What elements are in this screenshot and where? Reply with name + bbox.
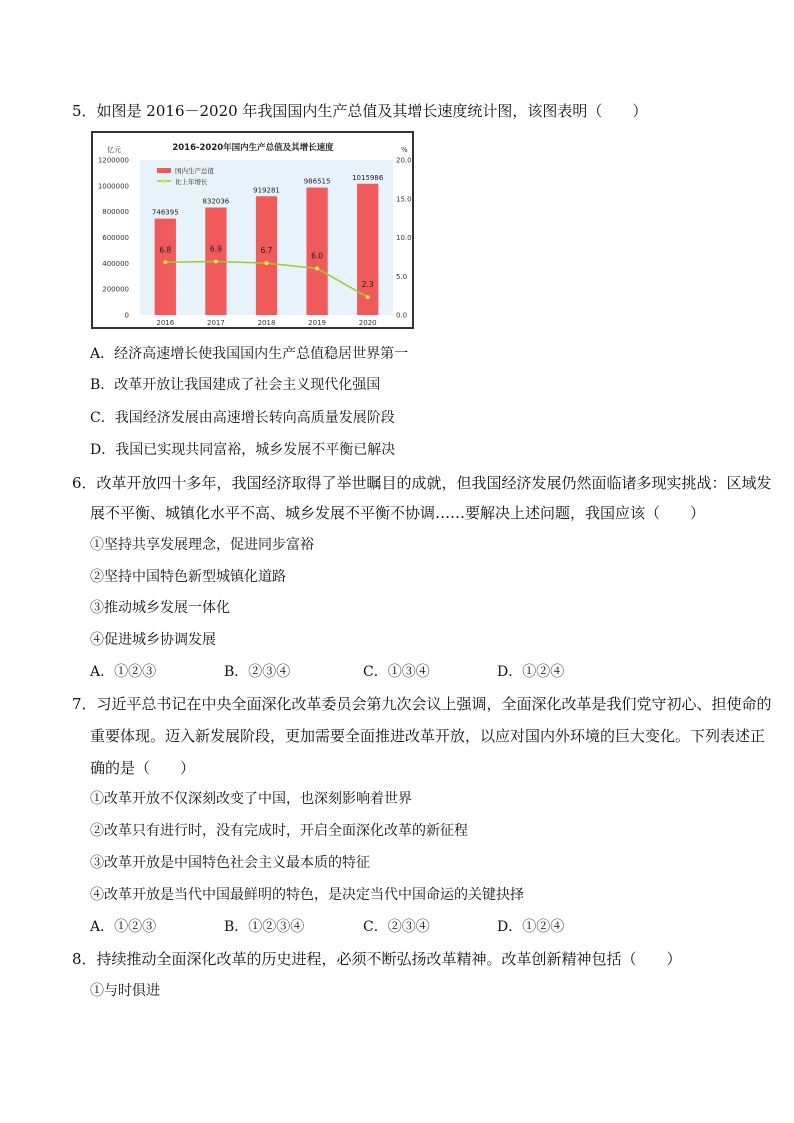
q6-stem-line-2: 展不平衡、城镇化水平不高、城乡发展不平衡不协调……要解决上述问题，我国应该（ ） — [90, 504, 706, 522]
growth-value-label: 6.7 — [260, 246, 273, 256]
y-right-unit-label: % — [401, 146, 408, 154]
q6-item-2: ②坚持中国特色新型城镇化道路 — [90, 569, 286, 585]
gdp-bar-value-label: 832036 — [202, 197, 230, 206]
y-left-tick-label: 800000 — [102, 208, 129, 217]
x-tick-label: 2017 — [206, 319, 225, 327]
growth-value-label: 2.3 — [361, 280, 374, 290]
legend-bar-swatch — [157, 168, 171, 173]
q7-choice-d: D．①②④ — [497, 919, 565, 935]
gdp-bar-value-label: 1015986 — [352, 173, 384, 182]
q7-stem-line-3: 确的是（ ） — [90, 759, 196, 777]
q6-item-4: ④促进城乡协调发展 — [90, 632, 216, 648]
q6-stem-line-1: 6．改革开放四十多年，我国经济取得了举世瞩目的成就，但我国经济发展仍然面临诸多现实挑战：区域发 — [72, 474, 772, 492]
q6-item-1: ①坚持共享发展理念，促进同步富裕 — [90, 537, 314, 553]
y-right-tick-label: 0.0 — [396, 311, 408, 320]
growth-point — [214, 260, 218, 264]
q8-stem: 8．持续推动全面深化改革的历史进程，必须不断弘扬改革精神。改革创新精神包括（ ） — [72, 950, 682, 968]
q6-choice-a: A．①②③ — [90, 664, 157, 680]
growth-point — [366, 295, 370, 299]
growth-point — [315, 267, 319, 271]
q6-choice-d: D．①②④ — [497, 664, 565, 680]
q5-option-d: D．我国已实现共同富裕，城乡发展不平衡已解决 — [90, 442, 396, 458]
y-right-tick-label: 5.0 — [396, 272, 408, 281]
gdp-bar-value-label: 919281 — [253, 186, 280, 195]
y-right-tick-label: 10.0 — [396, 234, 412, 242]
gdp-bar-value-label: 986515 — [303, 177, 331, 186]
q6-choice-c: C．①③④ — [363, 664, 430, 680]
q5-option-a: A．经济高速增长使我国国内生产总值稳居世界第一 — [90, 346, 409, 362]
growth-value-label: 6.0 — [311, 251, 324, 261]
q6-choice-b: B．②③④ — [224, 664, 291, 680]
q7-item-4: ④改革开放是当代中国最鲜明的特色，是决定当代中国命运的关键抉择 — [90, 887, 524, 903]
y-left-tick-label: 0 — [124, 311, 129, 320]
x-tick-label: 2020 — [358, 319, 377, 327]
chart-title: 2016-2020年国内生产总值及其增长速度 — [172, 143, 334, 153]
q5-option-b: B．改革开放让我国建成了社会主义现代化强国 — [90, 377, 381, 393]
q7-item-3: ③改革开放是中国特色社会主义最本质的特征 — [90, 855, 370, 871]
legend-line-label: 比上年增长 — [175, 178, 208, 186]
q7-choice-a: A．①②③ — [90, 919, 157, 935]
growth-point — [265, 261, 269, 265]
y-left-tick-label: 1200000 — [97, 156, 129, 165]
q7-stem-line-1: 7．习近平总书记在中央全面深化改革委员会第九次会议上强调，全面深化改革是我们党守初心、担使命的 — [72, 695, 772, 713]
growth-value-label: 6.9 — [209, 244, 222, 254]
q7-item-1: ①改革开放不仅深刻改变了中国，也深刻影响着世界 — [90, 791, 412, 807]
gdp-bar — [155, 219, 176, 315]
q5-option-c: C．我国经济发展由高速增长转向高质量发展阶段 — [90, 410, 395, 426]
gdp-bar — [256, 196, 277, 315]
y-left-tick-label: 600000 — [102, 234, 129, 242]
q6-item-3: ③推动城乡发展一体化 — [90, 600, 230, 616]
q7-item-2: ②改革只有进行时，没有完成时，开启全面深化改革的新征程 — [90, 823, 468, 839]
y-left-unit-label: 亿元 — [107, 146, 121, 154]
q7-stem-line-2: 重要体现。迈入新发展阶段，更加需要全面推进改革开放，以应对国内外环境的巨大变化。下列表述正 — [90, 727, 766, 745]
growth-value-label: 6.8 — [159, 245, 172, 255]
y-left-tick-label: 200000 — [102, 285, 129, 294]
q8-item-1: ①与时俱进 — [90, 983, 160, 999]
q7-choice-b: B．①②③④ — [224, 919, 305, 935]
y-right-tick-label: 20.0 — [396, 156, 412, 165]
gdp-chart — [91, 131, 414, 329]
gdp-chart-svg — [93, 133, 412, 327]
gdp-bar-value-label: 746395 — [151, 208, 179, 217]
growth-point — [163, 260, 167, 264]
q7-choice-c: C．②③④ — [363, 919, 430, 935]
x-tick-label: 2018 — [257, 319, 276, 327]
legend-line-marker — [162, 179, 166, 183]
y-right-tick-label: 15.0 — [396, 195, 412, 204]
y-left-tick-label: 400000 — [102, 259, 129, 268]
x-tick-label: 2019 — [308, 319, 327, 327]
x-tick-label: 2016 — [156, 319, 175, 327]
y-left-tick-label: 1000000 — [97, 182, 129, 191]
q5-stem: 5．如图是 2016－2020 年我国国内生产总值及其增长速度统计图，该图表明（ ） — [72, 102, 648, 120]
legend-bar-label: 国内生产总值 — [175, 167, 214, 175]
